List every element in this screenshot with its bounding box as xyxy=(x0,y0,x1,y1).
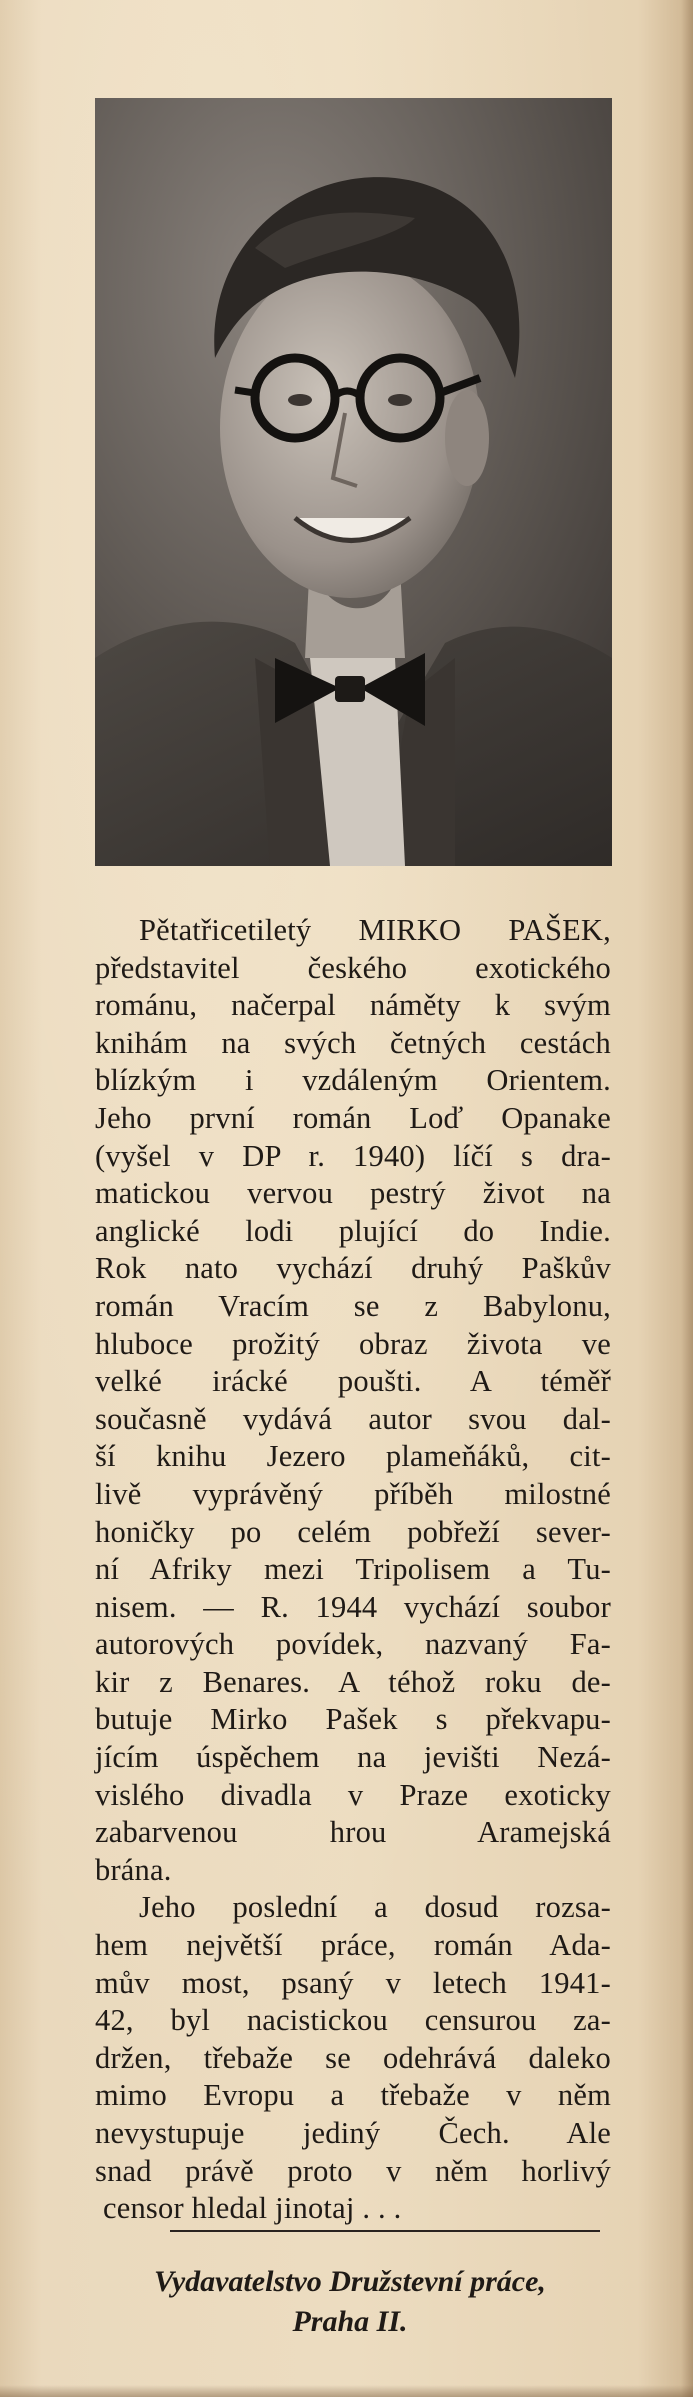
bio-line: románu, načerpal náměty k svým xyxy=(95,988,611,1023)
bio-line: blízkým i vzdáleným Orientem. xyxy=(95,1063,611,1098)
bio-line: představitel českého exotického xyxy=(95,950,611,985)
bio-line: butuje Mirko Pašek s překvapu- xyxy=(95,1702,611,1737)
bio-line: nevystupuje jediný Čech. Ale xyxy=(95,2116,611,2150)
bio-line: anglické lodi plující do Indie. xyxy=(95,1213,611,1248)
bio-line: Jeho poslední a dosud rozsa- xyxy=(139,1890,611,1925)
portrait-image xyxy=(95,98,612,866)
bio-line: censor hledal jinotaj . . . xyxy=(103,2191,402,2226)
page-bottom-shadow xyxy=(0,2385,693,2397)
page-edge-shadow xyxy=(681,0,693,2397)
publisher-imprint xyxy=(80,2262,620,2342)
bio-line: zabarvenou hrou Aramejská xyxy=(95,1815,611,1850)
publisher-city: Praha II. xyxy=(292,2305,408,2338)
author-biography xyxy=(95,912,611,2228)
divider-rule xyxy=(170,2230,600,2232)
bio-line: honičky po celém pobřeží sever- xyxy=(95,1514,611,1549)
bio-line: matickou vervou pestrý život na xyxy=(95,1176,611,1211)
bio-line: velké irácké poušti. A téměř xyxy=(95,1364,611,1399)
bio-line: jícím úspěchem na jevišti Nezá- xyxy=(95,1740,611,1775)
bio-line: držen, třebaže se odehrává daleko xyxy=(95,2040,611,2075)
bio-line: 42, byl nacistickou censurou za- xyxy=(95,2003,611,2038)
bio-line: ší knihu Jezero plameňáků, cit- xyxy=(95,1439,611,1474)
bio-line: mův most, psaný v letech 1941- xyxy=(95,1965,611,2000)
bio-line: kir z Benares. A téhož roku de- xyxy=(95,1664,611,1699)
bio-line: mimo Evropu a třebaže v něm xyxy=(95,2078,611,2113)
bio-line: autorových povídek, nazvaný Fa- xyxy=(95,1627,611,1662)
bio-line: livě vyprávěný příběh milostné xyxy=(95,1476,611,1511)
bio-line: vislého divadla v Praze exoticky xyxy=(95,1777,611,1812)
bio-line: současně vydává autor svou dal- xyxy=(95,1401,611,1436)
bio-line: brána. xyxy=(95,1852,172,1887)
bio-line: Jeho první román Loď Opanake xyxy=(95,1100,611,1135)
bio-line: knihám na svých četných cestách xyxy=(95,1025,611,1060)
publisher-name: Vydavatelstvo Družstevní práce, xyxy=(154,2265,546,2298)
bio-line: nisem. — R. 1944 vychází soubor xyxy=(95,1589,611,1624)
bio-line: snad právě proto v něm horlivý xyxy=(95,2153,611,2188)
bio-line: hluboce prožitý obraz života ve xyxy=(95,1326,611,1361)
bio-line: Pětatřicetiletý MIRKO PAŠEK, xyxy=(139,913,611,947)
bio-line: (vyšel v DP r. 1940) líčí s dra- xyxy=(95,1138,611,1173)
author-portrait-photo xyxy=(95,98,612,866)
bio-line: hem největší práce, román Ada- xyxy=(95,1928,611,1963)
bio-line: ní Afriky mezi Tripolisem a Tu- xyxy=(95,1552,611,1587)
bio-line: román Vracím se z Babylonu, xyxy=(95,1288,611,1323)
bio-line: Rok nato vychází druhý Paškův xyxy=(95,1251,611,1286)
